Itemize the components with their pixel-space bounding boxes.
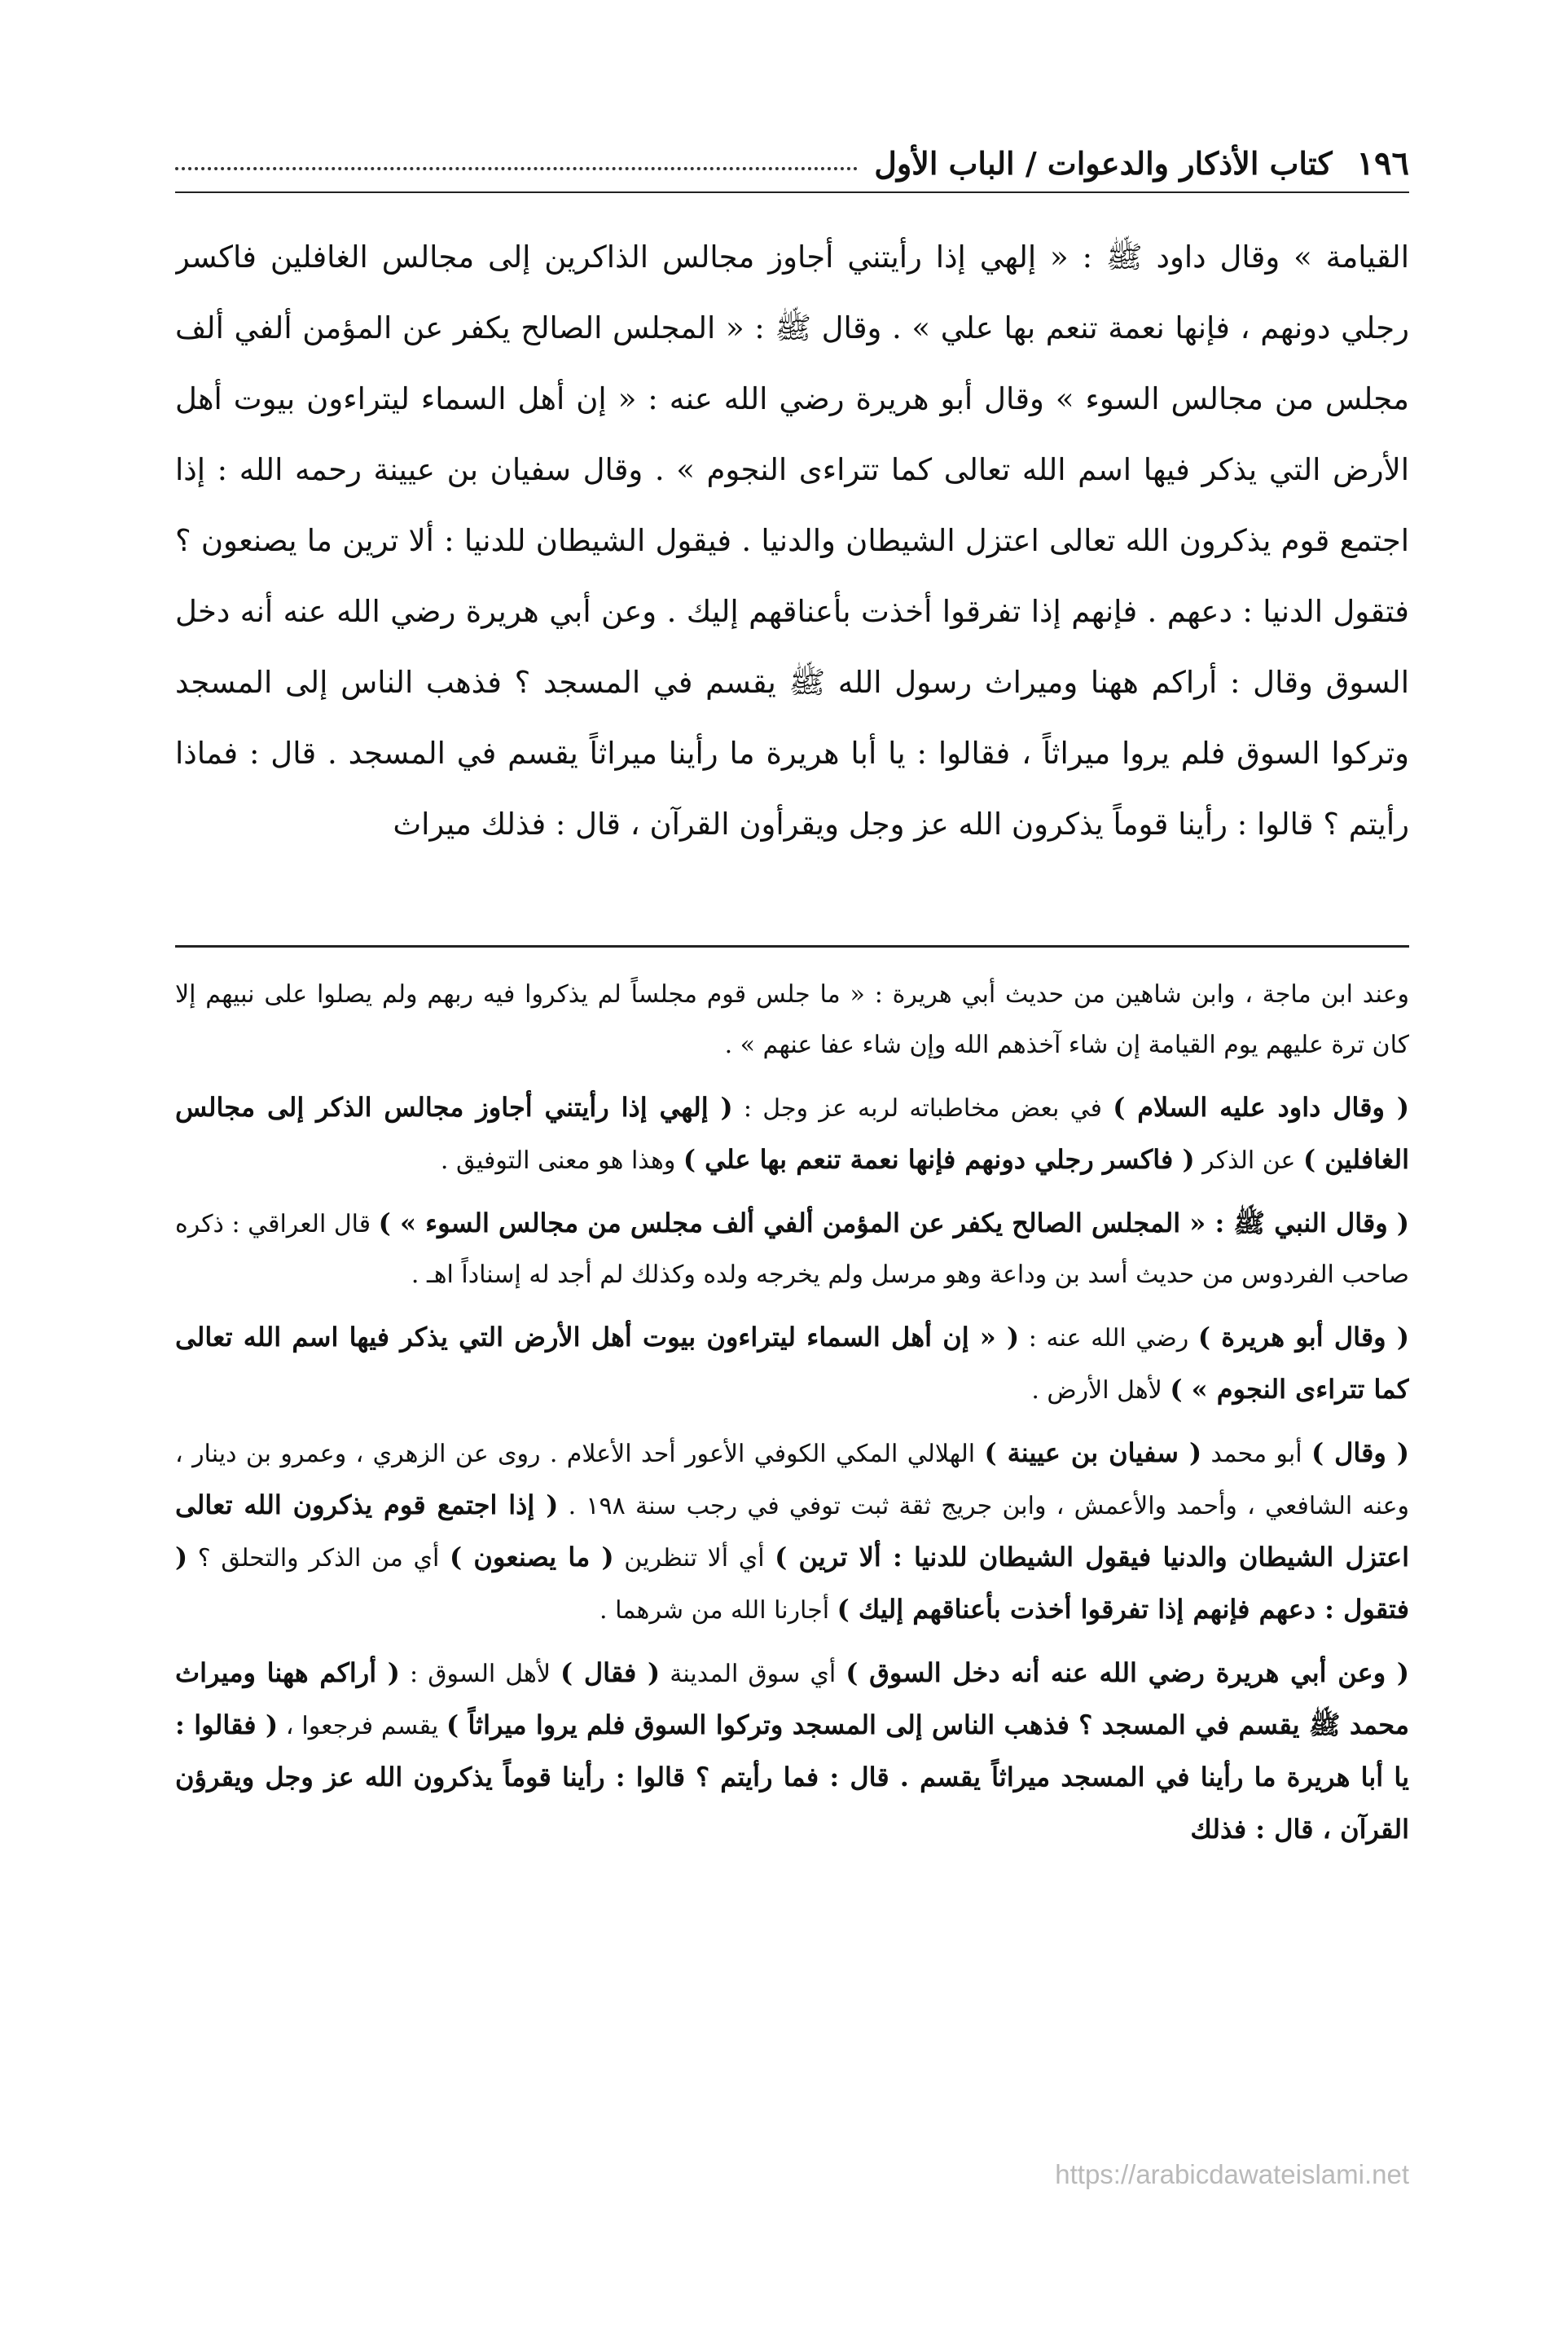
commentary-text: أي سوق المدينة — [660, 1660, 846, 1688]
commentary-paragraph-2 — [175, 1082, 1409, 1186]
quoted-matn: ( فقالوا : يا أبا هريرة ما رأينا في المسجد ميراثاً يقسم . قال : فما رأيتم ؟ قالوا : رأينا قوماً يذكرون الله عز وجل ويقرؤن القرآن ، قال : فذلك — [175, 1709, 1409, 1845]
commentary-text: أبو محمد — [1201, 1440, 1311, 1468]
commentary-text: في بعض مخاطباته لربه عز وجل : — [732, 1094, 1113, 1123]
commentary-paragraph-1 — [175, 970, 1409, 1071]
quoted-matn: ( أراكم ههنا وميراث محمد ﷺ يقسم في المسجد ؟ فذهب الناس إلى المسجد وتركوا السوق فلم يروا ميراثاً ) — [175, 1657, 1409, 1740]
commentary-text: قال العراقي : ذكره صاحب الفردوس من حديث أسد بن وداعة وهو مرسل ولم يخرجه ولده وكذلك لم أجد له إسناداً اهـ . — [175, 1210, 1409, 1289]
quoted-matn: ( فتقول : دعهم فإنهم إذا تفرقوا أخذت بأعناقهم إليك ) — [175, 1542, 1409, 1625]
quoted-matn: ( فقال ) — [560, 1657, 661, 1688]
footnote-separator — [175, 945, 1409, 948]
quoted-matn: ( وقال ) — [1311, 1437, 1409, 1468]
main-text — [175, 222, 1409, 930]
quoted-matn: ( إلهي إذا رأيتني أجاوز مجالس الذكر إلى مجالس الغافلين ) — [175, 1092, 1409, 1175]
quoted-matn: ( وعن أبي هريرة رضي الله عنه أنه دخل السوق ) — [845, 1657, 1409, 1688]
commentary-paragraph-4 — [175, 1312, 1409, 1416]
quoted-matn: ( إذا اجتمع قوم يذكرون الله تعالى اعتزل الشيطان والدنيا فيقول الشيطان للدنيا : ألا ترين ) — [175, 1489, 1409, 1573]
quoted-matn: ( سفيان بن عيينة ) — [984, 1437, 1202, 1468]
quoted-matn: ( وقال النبي ﷺ : « المجلس الصالح يكفر عن المؤمن ألفي ألف مجلس من مجالس السوء » ) — [378, 1207, 1409, 1238]
commentary-paragraph-3 — [175, 1198, 1409, 1300]
quoted-matn: ( « إن أهل السماء ليتراءون بيوت أهل الأرض التي يذكر فيها اسم الله تعالى كما تتراءى النجوم » ) — [175, 1322, 1409, 1405]
commentary-paragraph-6 — [175, 1647, 1409, 1856]
commentary-text: أجارنا الله من شرهما . — [600, 1596, 837, 1625]
main-text-paragraph: القيامة » وقال داود ﷺ : « إلهي إذا رأيتني أجاوز مجالس الذاكرين إلى مجالس الغافلين فاكسر رجلي دونهم ، فإنها نعمة تنعم بها علي » . وقال ﷺ : « المجلس الصالح يكفر عن المؤمن ألفي ألف مجلس من مجالس السوء » وقال أبو هريرة رضي الله عنه : « إن أهل السماء ليتراءون بيوت أهل الأرض التي يذكر فيها اسم الله تعالى كما تتراءى النجوم » . وقال سفيان بن عيينة رحمه الله : إذا اجتمع قوم يذكرون الله تعالى اعتزل الشيطان والدنيا . فيقول الشيطان للدنيا : ألا ترين ما يصنعون ؟ فتقول الدنيا : دعهم . فإنهم إذا تفرقوا أخذت بأعناقهم إليك . وعن أبي هريرة رضي الله عنه أنه دخل السوق وقال : أراكم ههنا وميراث رسول الله ﷺ يقسم في المسجد ؟ فذهب الناس إلى المسجد وتركوا السوق فلم يروا ميراثاً ، فقالوا : يا أبا هريرة ما رأينا ميراثاً يقسم في المسجد . قال : فماذا رأيتم ؟ قالوا : رأينا قوماً يذكرون الله عز وجل ويقرأون القرآن ، قال : فذلك ميراث — [175, 240, 1409, 842]
page-number: ١٩٦ — [1356, 143, 1409, 183]
commentary-text: وعند ابن ماجة ، وابن شاهين من حديث أبي هريرة : « ما جلس قوم مجلساً لم يذكروا فيه ربهم ولم يصلوا على نبيهم إلا كان ترة عليهم يوم القيامة إن شاء آخذهم الله وإن شاء عفا عنهم » . — [175, 980, 1409, 1059]
commentary — [175, 970, 1409, 2110]
quoted-matn: ( وقال داود عليه السلام ) — [1113, 1092, 1409, 1123]
chapter-title: كتاب الأذكار والدعوات / الباب الأول — [874, 144, 1333, 182]
commentary-text: أي ألا تنظرين — [613, 1544, 775, 1573]
header-leader-dots — [175, 156, 858, 170]
commentary-text: الهلالي المكي الكوفي الأعور أحد الأعلام . روى عن الزهري ، وعمرو بن دينار ، وعنه الشافعي ، وأحمد والأعمش ، وابن جريج ثقة ثبت توفي في رجب سنة ١٩٨ . — [175, 1440, 1409, 1520]
quoted-matn: ( فاكسر رجلي دونهم فإنها نعمة تنعم بها علي ) — [683, 1144, 1195, 1175]
commentary-text: رضي الله عنه : — [1019, 1324, 1198, 1353]
quoted-matn: ( وقال أبو هريرة ) — [1197, 1322, 1409, 1353]
commentary-text: وهذا هو معنى التوفيق . — [440, 1146, 683, 1175]
running-header — [175, 134, 1409, 193]
commentary-text: عن الذكر — [1194, 1146, 1303, 1175]
commentary-text: أي من الذكر والتحلق ؟ — [187, 1544, 450, 1573]
commentary-text: لأهل الأرض . — [1031, 1376, 1171, 1405]
commentary-text: لأهل السوق : — [399, 1660, 561, 1688]
commentary-text: يقسم فرجعوا ، — [278, 1712, 446, 1740]
source-watermark: https://arabicdawateislami.net — [1055, 2159, 1409, 2189]
quoted-matn: ( ما يصنعون ) — [449, 1542, 614, 1573]
commentary-paragraph-5 — [175, 1427, 1409, 1636]
